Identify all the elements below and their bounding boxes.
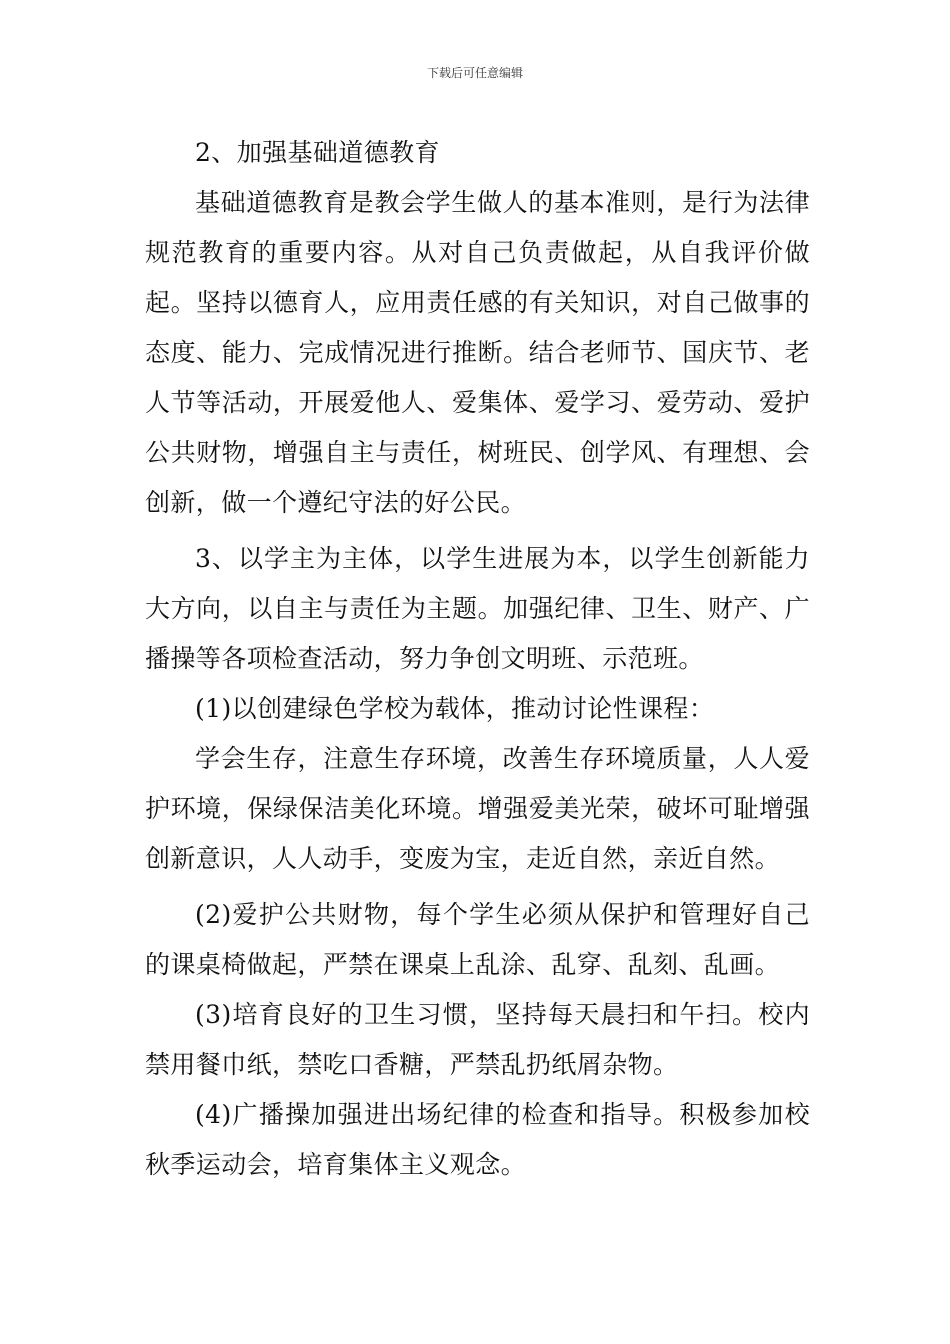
paragraph-moral-education: 基础道德教育是教会学生做人的基本准则，是行为法律规范教育的重要内容。从对自己负责做起，从自我评价做起。坚持以德育人，应用责任感的有关知识，对自己做事的态度、能力、完成情况进行推断。结合老师节、国庆节、老人节等活动，开展爱他人、爱集体、爱学习、爱劳动、爱护公共财物，增强自主与责任，树班民、创学风、有理想、会创新，做一个遵纪守法的好公民。	[145, 188, 810, 517]
section-heading-3: 3、以学主为主体，以学生进展为本，以学生创新能力大方向，以自主与责任为主题。加强纪律、卫生、财产、广播操等各项检查活动，努力争创文明班、示范班。	[145, 544, 810, 673]
page-header: 下载后可任意编辑	[426, 66, 523, 80]
list-item-1-heading: (1)以创建绿色学校为载体，推动讨论性课程：	[195, 694, 715, 723]
list-item-4: (4)广播操加强进出场纪律的检查和指导。积极参加校秋季运动会，培育集体主义观念。	[145, 1100, 810, 1179]
list-item-2: (2)爱护公共财物，每个学生必须从保护和管理好自己的课桌椅做起，严禁在课桌上乱涂、乱穿、乱刻、乱画。	[145, 900, 810, 979]
document-body	[145, 128, 810, 1190]
section-heading-2: 2、加强基础道德教育	[195, 138, 440, 167]
list-item-3: (3)培育良好的卫生习惯，坚持每天晨扫和午扫。校内禁用餐巾纸，禁吃口香糖，严禁乱扔纸屑杂物。	[145, 1000, 810, 1079]
paragraph-environment: 学会生存，注意生存环境，改善生存环境质量，人人爱护环境，保绿保洁美化环境。增强爱美光荣，破坏可耻增强创新意识，人人动手，变废为宝，走近自然，亲近自然。	[145, 744, 810, 873]
